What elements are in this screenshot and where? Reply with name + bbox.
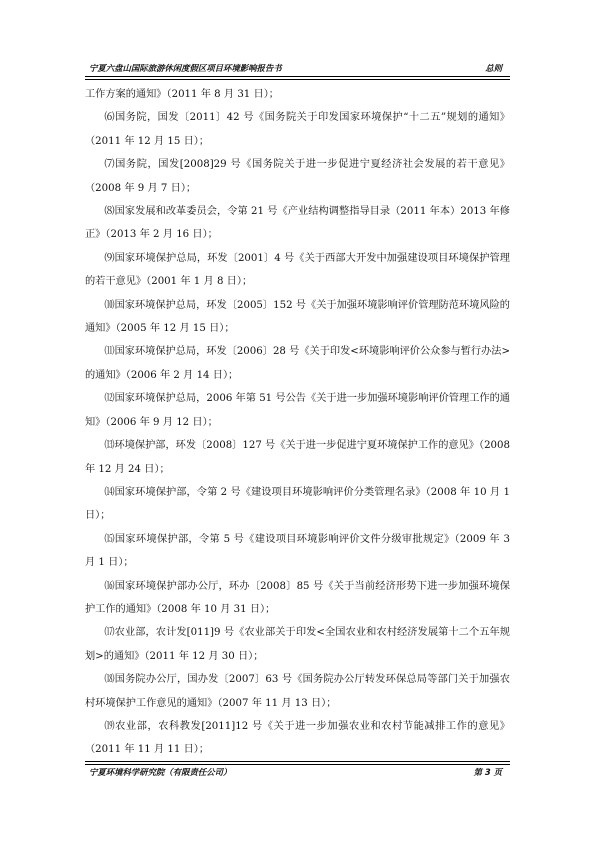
list-item: ⒂国家环境保护部，令第 5 号《建设项目环境影响评价文件分级审批规定》（2009 年 3 月 1 日）；: [85, 533, 510, 569]
header-rule-thin: [85, 79, 510, 80]
list-item: ⒀环境保护部，环发〔2008〕127 号《关于进一步促进宁夏环境保护工作的意见》（2008 年 12 月 24 日）；: [85, 440, 510, 475]
header-rule-thick: [85, 76, 510, 77]
footer-rule-thick: [85, 764, 510, 765]
page-footer: [85, 766, 510, 778]
list-item: ⑼国家环境保护总局，环发〔2001〕4 号《关于西部大开发中加强建设项目环境保护管理的若干意见》（2001 年 1 月 8 日）；: [85, 252, 510, 288]
list-item: ⒄农业部，农计发[011]9 号《农业部关于印发<全国农业和农村经济发展第十二个五年规划>的通知》（2011 年 12 月 30 日）；: [85, 627, 510, 662]
list-item: ⑻国家发展和改革委员会，令第 21 号《产业结构调整指导目录（2011 年本）2013 年修正》（2013 年 2 月 16 日）；: [85, 206, 510, 241]
list-item: ⒁国家环境保护部，令第 2 号《建设项目环境影响评价分类管理名录》（2008 年 10 月 1 日）；: [85, 486, 510, 522]
list-item: ⒆农业部，农科教发[2011]12 号《关于进一步加强农业和农村节能减排工作的意见》（2011 年 11 月 11 日）；: [85, 720, 510, 756]
organization-name: 宁夏环境科学研究院（有限责任公司）: [89, 767, 232, 777]
list-item: ⑹国务院，国发〔2011〕42 号《国务院关于印发国家环境保护“十二五”规划的通知》（2011 年 12 月 15 日）；: [85, 112, 510, 147]
list-item: ⑾国家环境保护总局，环发〔2006〕28 号《关于印发<环境影响评价公众参与暂行办法>的通知》（2006 年 2 月 14 日）；: [85, 346, 510, 381]
page-number: 第 3 页: [473, 767, 502, 777]
page-header: [85, 62, 510, 74]
report-title: 宁夏六盘山国际旅游休闲度假区项目环境影响报告书: [89, 63, 282, 73]
continued-line: 工作方案的通知》（2011 年 8 月 31 日）；: [85, 89, 279, 100]
footer-rule-thin: [85, 761, 510, 762]
list-item: ⒃国家环境保护部办公厅，环办〔2008〕85 号《关于当前经济形势下进一步加强环境保护工作的通知》（2008 年 10 月 31 日）；: [85, 580, 510, 615]
section-title: 总则: [485, 63, 502, 73]
list-item: ⑽国家环境保护总局，环发〔2005〕152 号《关于加强环境影响评价管理防范环境风险的通知》（2005 年 12 月 15 日）；: [85, 299, 510, 335]
list-item: ⑺国务院，国发[2008]29 号《国务院关于进一步促进宁夏经济社会发展的若干意见》（2008 年 9 月 7 日）；: [85, 159, 510, 194]
list-item: ⒅国务院办公厅，国办发〔2007〕63 号《国务院办公厅转发环保总局等部门关于加强农村环境保护工作意见的通知》（2007 年 11 月 13 日）；: [85, 674, 510, 709]
regulation-list: [85, 83, 510, 762]
list-item: ⑿国家环境保护总局，2006 年第 51 号公告《关于进一步加强环境影响评价管理工作的通知》（2006 年 9 月 12 日）；: [85, 393, 510, 428]
